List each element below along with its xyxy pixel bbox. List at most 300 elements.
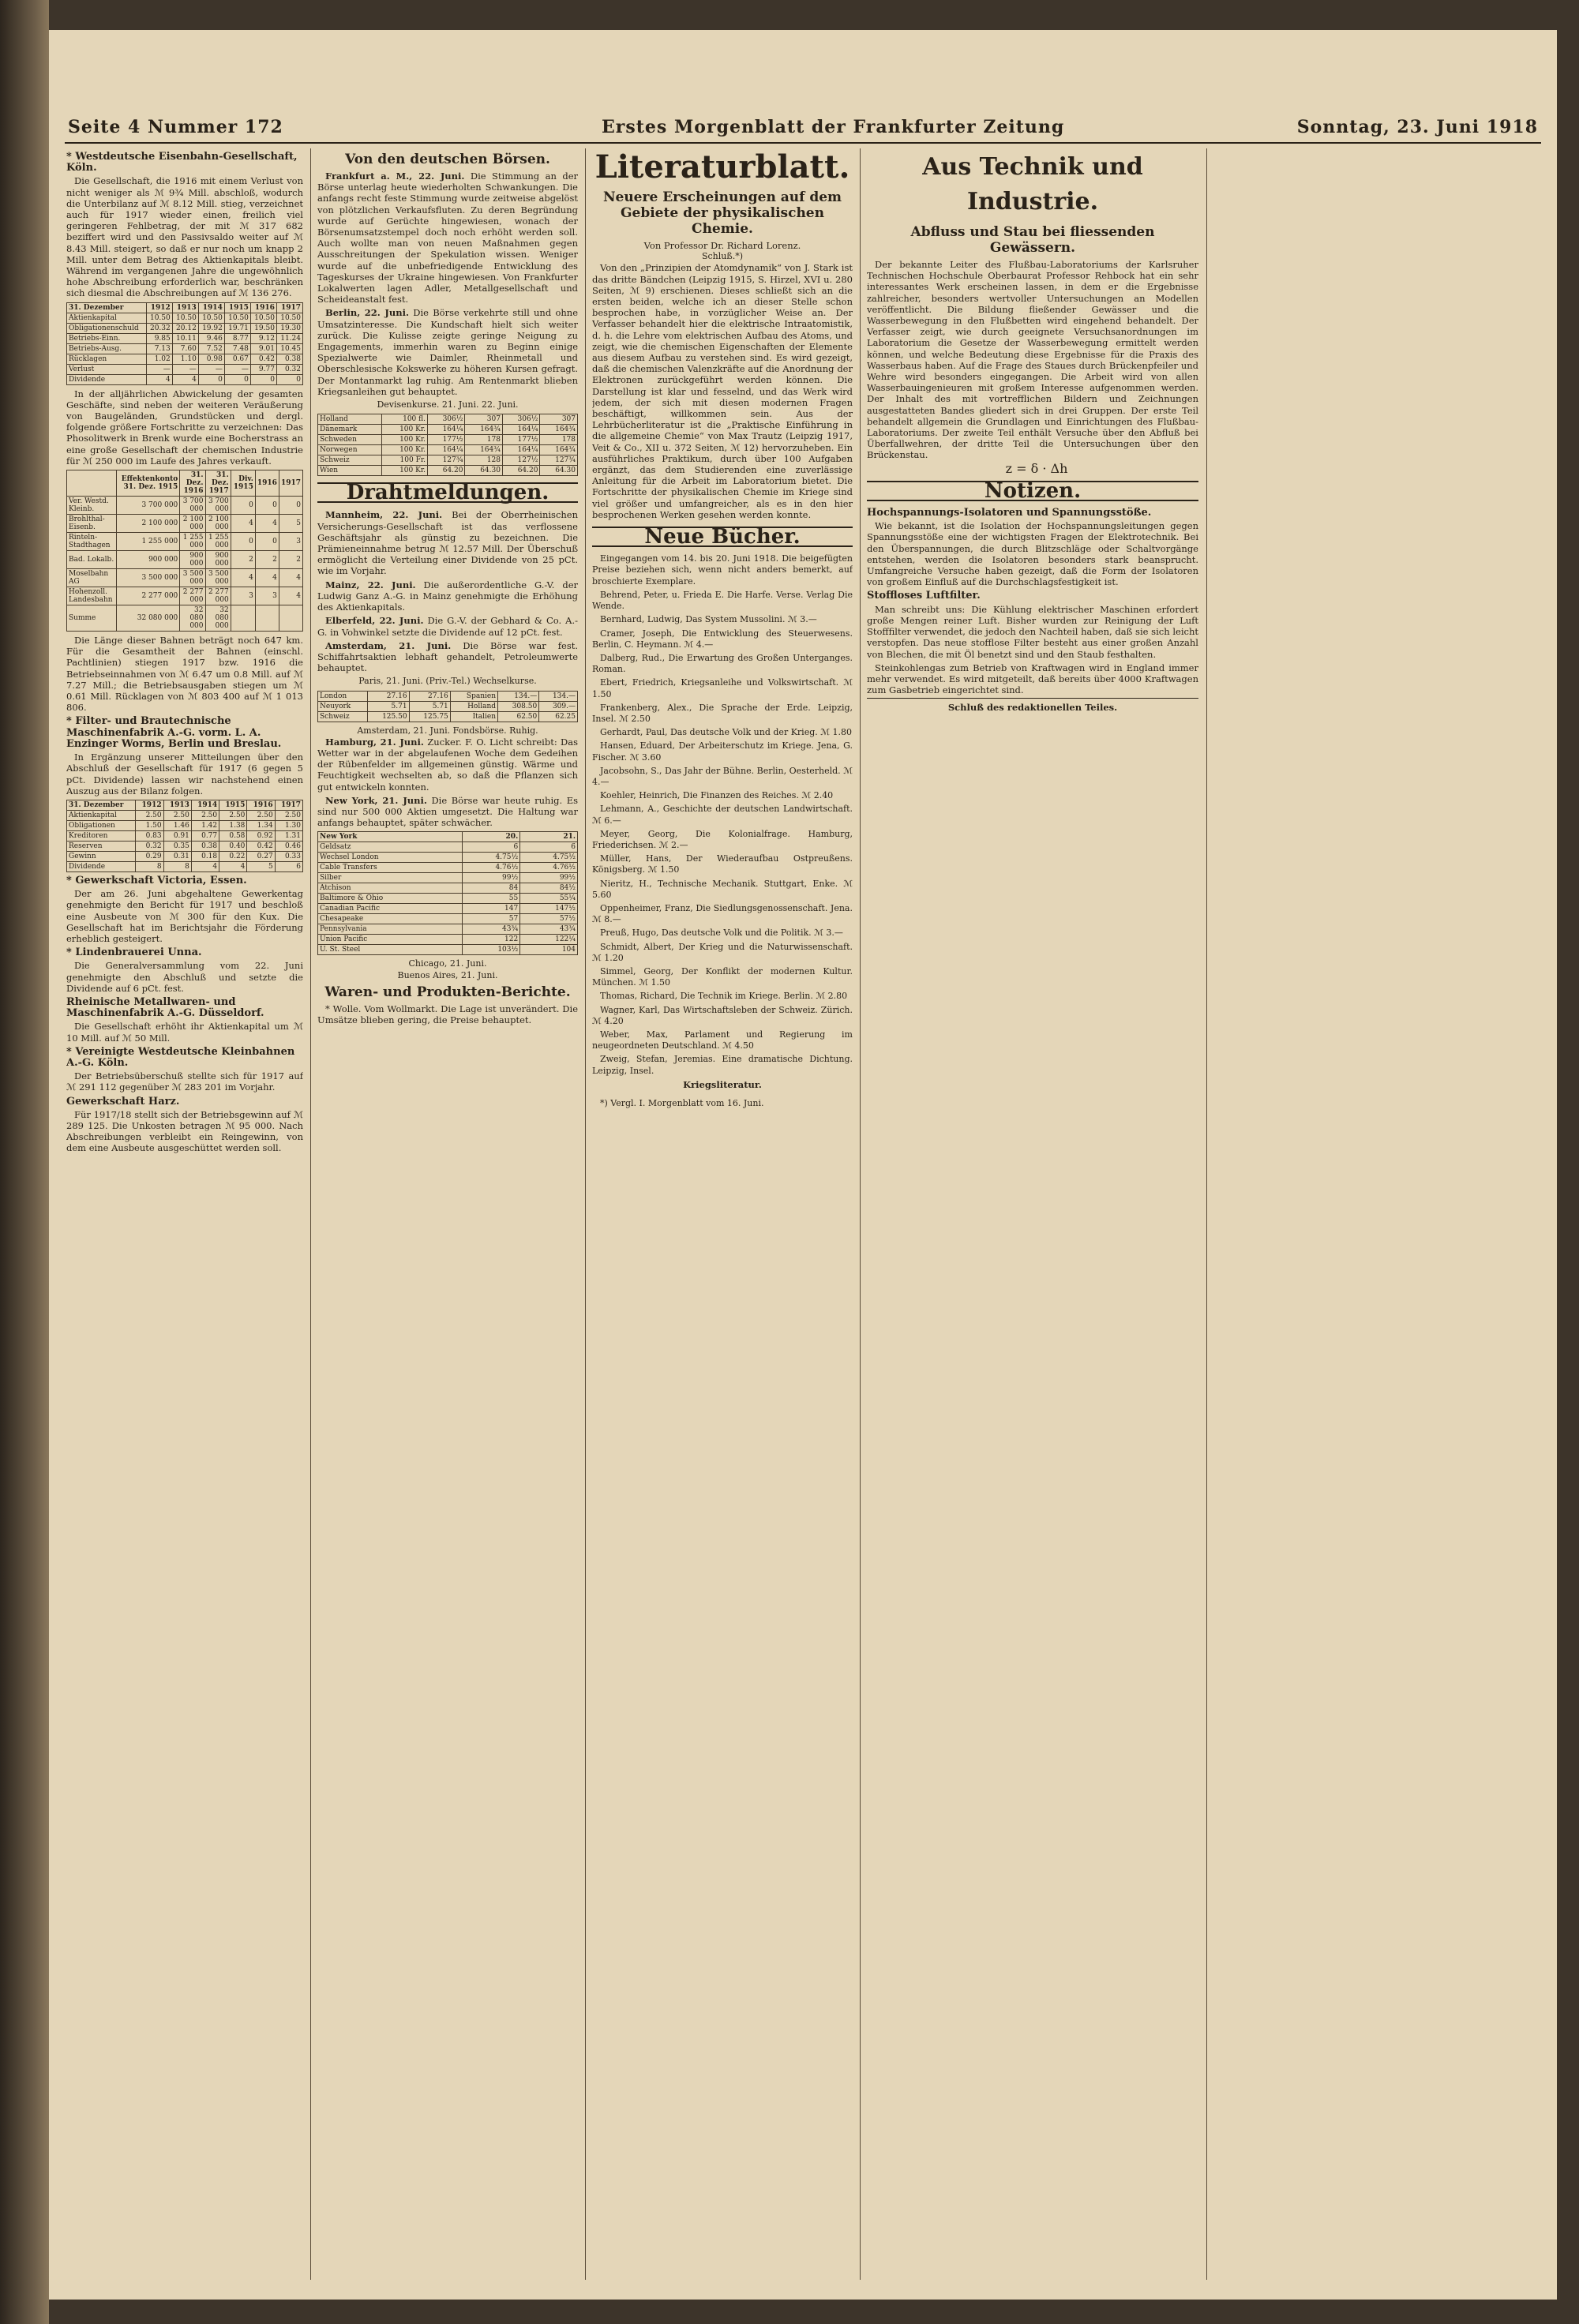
table-cell: 5.71 (409, 701, 450, 711)
table-cell: 0 (276, 374, 302, 384)
table-cell: 7.60 (172, 343, 198, 354)
table-cell: 27.16 (368, 691, 409, 701)
table-cell: 6 (520, 842, 578, 853)
table-cell: 3 500 000 (117, 569, 180, 587)
table-cell: 0.22 (219, 851, 247, 861)
table-cell: 2 277 000 (180, 587, 205, 605)
table-cell: 62.50 (498, 711, 539, 722)
table-row (67, 587, 303, 605)
table-cell: 0 (250, 374, 276, 384)
table-cell: 1.34 (247, 820, 275, 830)
table-cell: Moselbahn AG (67, 569, 117, 587)
table-cell: 2.50 (247, 810, 275, 820)
article-body: Die Börse war fest. Schiffahrtsaktien lebhaft gehandelt, Petroleumwerte behauptet. (317, 639, 578, 674)
table-cell: 1.38 (219, 820, 247, 830)
table-cell: Ver. Westd. Kleinb. (67, 497, 117, 515)
table-cell: Hohenzoll. Landesbahn (67, 587, 117, 605)
table-cell: Brohlthal-Eisenb. (67, 515, 117, 533)
table-cell: 308.50 (498, 701, 539, 711)
article-text: Steinkohlengas zum Betrieb von Kraftwagen wird in England immer mehr verwendet. Es wird mitgeteilt, daß bereits über 4000 Kraftwagen zum Gasbetrieb eingerichtet sind. (867, 662, 1198, 696)
table-cell: 64.20 (502, 466, 539, 476)
column-stock-exchange (317, 148, 578, 2280)
table-header-cell: 20. (463, 832, 520, 842)
table-cell: Chesapeake (318, 914, 463, 924)
table-cell: 164¾ (465, 425, 502, 435)
table-cell: 84 (463, 883, 520, 894)
table-cell: 7.48 (224, 343, 250, 354)
table-cell: Dividende (67, 861, 136, 872)
article-title: Hochspannungs-Isolatoren und Spannungsstöße. (867, 507, 1152, 519)
table-cell: Italien (450, 711, 497, 722)
book-entry: Behrend, Peter, u. Frieda E. Die Harfe. Verse. Verlag Die Wende. (592, 589, 853, 612)
table-cell: Holland (318, 414, 382, 425)
table-cell: Rücklagen (67, 354, 147, 364)
table-cell: 177½ (428, 435, 465, 445)
table-cell: Neuyork (318, 701, 368, 711)
table-cell: 103½ (463, 945, 520, 955)
book-entry: Preuß, Hugo, Das deutsche Volk und die Politik. ℳ 3.— (600, 928, 843, 939)
table-header-cell: 1917 (279, 470, 302, 497)
table-cell: 0.38 (276, 354, 302, 364)
table-cell: 57½ (520, 914, 578, 924)
table-row (318, 455, 578, 466)
table-header-cell: 1916 (250, 302, 276, 313)
table-cell: 7.13 (146, 343, 172, 354)
table-cell: 19.92 (198, 323, 224, 333)
table-cell: Dänemark (318, 425, 382, 435)
book-entry: Dalberg, Rud., Die Erwartung des Großen Unterganges. Roman. (592, 652, 853, 675)
dateline: New York, 21. Juni. (325, 794, 427, 806)
table-row (67, 605, 303, 632)
article-text: Wie bekannt, ist die Isolation der Hochspannungsleitungen gegen Spannungsstöße eine der wichtigsten Fragen der Elektrotechnik. Bei den Überspannungen, die durch Blitzschläge oder Schaltvorgänge entstehen, werden die Isolatoren besonders stark beansprucht. Umfangreiche Versuche haben gezeigt, daß die Form der Isolatoren von großem Einfluß auf die Durchschlagsfestigkeit ist. (867, 520, 1198, 588)
table-cell: 306½ (428, 414, 465, 425)
header-newspaper-title: Erstes Morgenblatt der Frankfurter Zeitung (602, 117, 1065, 137)
table-row (67, 333, 303, 343)
book-entry: Schmidt, Albert, Der Krieg und die Naturwissenschaft. ℳ 1.20 (592, 941, 853, 963)
table-cell (255, 605, 279, 632)
table-cell: 1.10 (172, 354, 198, 364)
table-cell: Obligationen (67, 820, 136, 830)
table-cell: 4.76½ (520, 863, 578, 873)
table-header-cell: 31. Dez. 1916 (180, 470, 205, 497)
table-row (318, 445, 578, 455)
table-row (67, 841, 303, 851)
article-body: Die Börse war heute ruhig. Es sind nur 500 000 Aktien umgesetzt. Die Haltung war anfangs behauptet, später schwächer. (317, 794, 578, 829)
table-cell: 307 (465, 414, 502, 425)
table-cell: Bad. Lokalb. (67, 551, 117, 569)
table-row (318, 711, 578, 722)
book-entry: Hansen, Eduard, Der Arbeiterschutz im Kriege. Jena, G. Fischer. ℳ 3.60 (592, 740, 853, 763)
table-cell: 4 (255, 569, 279, 587)
table-cell: 10.50 (224, 313, 250, 323)
table-cell: — (172, 364, 198, 374)
column-rule (585, 148, 586, 2280)
table-cell: Aktienkapital (67, 810, 136, 820)
article-title: * Westdeutsche Eisenbahn-Gesellschaft, Köln. (66, 151, 298, 174)
table-row (67, 374, 303, 384)
table-cell: 122¼ (520, 935, 578, 945)
table-cell: 32 080 000 (117, 605, 180, 632)
column-literature (592, 148, 853, 2280)
table-cell: 2 100 000 (117, 515, 180, 533)
book-entry: Nieritz, H., Technische Mechanik. Stuttgart, Enke. ℳ 5.60 (592, 878, 853, 900)
table-cell: Betriebs-Ausg. (67, 343, 147, 354)
table-cell: 134.— (498, 691, 539, 701)
table-cell: 164¾ (540, 445, 578, 455)
table-cell: 6 (463, 842, 520, 853)
table-cell: 4 (191, 861, 219, 872)
table-cell: 10.45 (276, 343, 302, 354)
article-body: Die außerordentliche G.-V. der Ludwig Ganz A.-G. in Mainz genehmigte die Erhöhung des Aktienkapitals. (317, 579, 578, 613)
article-title: Stoffloses Luftfilter. (867, 590, 981, 602)
table-cell: 100 Kr. (381, 425, 427, 435)
table-cell: 0.92 (247, 830, 275, 841)
exchange-rates-table (317, 414, 578, 476)
table-cell: 0.98 (198, 354, 224, 364)
table-cell: 10.50 (276, 313, 302, 323)
column-technology (867, 148, 1198, 2280)
article-text: Die Länge dieser Bahnen beträgt noch 647 km. Für die Gesamtheit der Bahnen (einschl. Pachtlinien) stiegen 1917 bzw. 1916 die Betriebseinnahmen von ℳ 6.47 um 0.8 Mill. auf ℳ 7.27 Mill.; die Betriebsausgaben stiegen um ℳ 0.61 Mill. Rücklagen von ℳ 803 400 auf ℳ 1 013 806. (66, 635, 303, 714)
table-cell: 0 (231, 497, 255, 515)
article-text (317, 307, 578, 397)
column-rule (860, 148, 861, 2280)
table-cell: 10.50 (146, 313, 172, 323)
table-cell: 127¾ (540, 455, 578, 466)
table-cell: 2.50 (219, 810, 247, 820)
table-cell: 2 (231, 551, 255, 569)
article-text (317, 171, 578, 305)
table-cell: 9.77 (250, 364, 276, 374)
table-row (67, 861, 303, 872)
table-cell: 5 (279, 515, 302, 533)
article-text: Der bekannte Leiter des Flußbau-Laboratoriums der Karlsruher Technischen Hochschule Oberbaurat Professor Rehbock hat ein sehr interessantes Werk erscheinen lassen, in dem er die Ergebnisse zahlreicher, besonders wertvoller Untersuchungen an Modellen veröffentlicht. Die Bildung fließender Gewässer und die Wasserbewegung in den Flußbetten wird eingehend behandelt. Der Verfasser zeigt, wie durch geeignete Versuchsanordnungen im Laboratorium die Gesetze der Wasserbewegung ermittelt werden können, und welche Bedeutung diese Ergebnisse für die Praxis des Wasserbaus haben. Auf die Frage des Staues durch Brückenpfeiler und Wehre wird besonders eingegangen. Die Arbeit wird von allen Wasserbauingenieuren mit großem Interesse aufgenommen werden. Der Inhalt des mit vortrefflichen Bildern und Zeichnungen ausgestatteten Bandes gliedert sich in drei Gruppen. Der erste Teil behandelt allgemein die Grundlagen und Einrichtungen des Flußbau-Laboratoriums. Der zweite Teil enthält Versuche über den Abfluß bei Überfallwehren, der dritte Teil die Untersuchungen über den Brückenstau. (867, 259, 1198, 461)
table-cell: 1.02 (146, 354, 172, 364)
table-header-cell: 31. Dezember (67, 800, 136, 810)
table-header-cell: 1916 (247, 800, 275, 810)
table-cell: 0.18 (191, 851, 219, 861)
table-cell: 306½ (502, 414, 539, 425)
table-cell: 0.35 (163, 841, 191, 851)
balance-table (66, 800, 303, 872)
table-header-cell: 1912 (146, 302, 172, 313)
article-title: Abfluss und Stau bei fliessenden Gewässern. (910, 224, 1155, 256)
table-header-cell: Effektenkonto 31. Dez. 1915 (117, 470, 180, 497)
table-cell: 57 (463, 914, 520, 924)
table-cell: 0 (198, 374, 224, 384)
table-cell: 307 (540, 414, 578, 425)
table-caption: Devisenkurse. 21. Juni. 22. Juni. (377, 399, 519, 410)
table-cell: Reserven (67, 841, 136, 851)
table-cell: 3 700 000 (205, 497, 231, 515)
table-cell (231, 605, 255, 632)
table-cell: 164¾ (465, 445, 502, 455)
table-cell: 4 (219, 861, 247, 872)
article-text (317, 615, 578, 637)
table-cell: Betriebs-Einn. (67, 333, 147, 343)
dateline: Berlin, 22. Juni. (325, 307, 409, 319)
article-text: Für 1917/18 stellt sich der Betriebsgewinn auf ℳ 289 125. Die Unkosten betragen ℳ 95 000. Nach Abschreibungen verbleibt ein Reingewinn, von dem eine Ausbeute ausgeschüttet werden soll. (66, 1108, 303, 1154)
article-text: Man schreibt uns: Die Kühlung elektrischer Maschinen erfordert große Mengen reiner Luft. Bisher wurden zur Reinigung der Luft Stofffilter verwendet, die jedoch den Nachteil haben, daß sie sich leicht verstopfen. Das neue stofflose Filter besteht aus einer großen Anzahl von Blechen, die mit Öl benetzt sind und den Staub festhalten. (867, 603, 1198, 660)
table-cell: 3 (231, 587, 255, 605)
table-cell: 309.— (539, 701, 578, 711)
table-cell: 0.42 (247, 841, 275, 851)
table-header-cell: 1915 (224, 302, 250, 313)
table-cell: 122 (463, 935, 520, 945)
books-intro: Eingegangen vom 14. bis 20. Juni 1918. Die beigefügten Preise beziehen sich, wenn nicht anders bemerkt, auf broschierte Exemplare. (592, 553, 853, 587)
table-cell: Holland (450, 701, 497, 711)
table-cell: 3 700 000 (117, 497, 180, 515)
table-cell: 900 000 (117, 551, 180, 569)
table-cell: 1 255 000 (205, 533, 231, 551)
table-cell: 11.24 (276, 333, 302, 343)
table-cell: 128 (465, 455, 502, 466)
table-cell: 147 (463, 904, 520, 914)
table-cell: 99½ (520, 873, 578, 883)
table-cell: 20.32 (146, 323, 172, 333)
table-cell: 4.76½ (463, 863, 520, 873)
table-row (318, 873, 578, 883)
table-cell: — (198, 364, 224, 374)
book-entry: Simmel, Georg, Der Konflikt der modernen Kultur. München. ℳ 1.50 (592, 965, 853, 988)
section-title: Waren- und Produkten-Berichte. (324, 984, 571, 1000)
table-cell: Aktienkapital (67, 313, 147, 323)
table-cell: 164¼ (502, 425, 539, 435)
subsection-title: Kriegsliteratur. (683, 1078, 762, 1090)
balance-table (66, 302, 303, 385)
table-cell: Norwegen (318, 445, 382, 455)
article-text: In der alljährlichen Abwickelung der gesamten Geschäfte, sind neben der weiteren Veräußerung von Baugeländen, Grundstücken und dergl. folgende größere Fortschritte zu verzeichnen: Das Phosolitwerk in Brenk wurde eine Bocherstrass an eine große Gesellschaft der chemischen Industrie für ℳ 250 000 im Laufe des Jahres verkauft. (66, 388, 303, 467)
article-text: Die Generalversammlung vom 22. Juni genehmigte den Abschluß und setzte die Dividende auf 6 pCt. fest. (66, 960, 303, 994)
table-header-cell: 1917 (275, 800, 302, 810)
table-cell: 3 500 000 (180, 569, 205, 587)
table-row (318, 924, 578, 935)
table-cell: 27.16 (409, 691, 450, 701)
table-row (67, 364, 303, 374)
table-cell: 4 (172, 374, 198, 384)
paris-rates-table (317, 691, 578, 722)
article-author: Von Professor Dr. Richard Lorenz. (643, 240, 801, 251)
table-cell: 164¼ (428, 445, 465, 455)
table-cell: 43¾ (463, 924, 520, 935)
table-header-cell: New York (318, 832, 463, 842)
book-entry: Lehmann, A., Geschichte der deutschen Landwirtschaft. ℳ 6.— (592, 804, 853, 826)
table-cell: 32 080 000 (205, 605, 231, 632)
table-cell: 64.30 (465, 466, 502, 476)
table-cell: 4.75½ (520, 853, 578, 863)
table-cell: 0.42 (250, 354, 276, 364)
table-cell: 125.50 (368, 711, 409, 722)
article-title: Gewerkschaft Harz. (66, 1095, 180, 1108)
table-cell: 900 000 (205, 551, 231, 569)
table-cell: Wien (318, 466, 382, 476)
article-text: Der am 26. Juni abgehaltene Gewerkentag genehmigte den Bericht für 1917 und beschloß eine Ausbeute von ℳ 300 für den Kux. Die Gesellschaft hat im Berichtsjahr die Förderung erheblich gesteigert. (66, 888, 303, 944)
table-cell: 0.40 (219, 841, 247, 851)
table-cell: 0.91 (163, 830, 191, 841)
table-cell: 64.20 (428, 466, 465, 476)
table-row (318, 701, 578, 711)
table-cell: 2.50 (163, 810, 191, 820)
table-cell: 100 Kr. (381, 445, 427, 455)
article-body: Die Stimmung an der Börse unterlag heute wiederholten Schwankungen. Die anfangs recht feste Stimmung wurde zeitweise abgelöst von plötzlichen Verkaufsfluten. Zu deren Begründung wurde auf Gerüchte hingewiesen, wonach der Börsenumsatzstempel doch noch erhöht werden soll. Auch wollte man von neuen Maßnahmen gegen Ausschreitungen der Spekulation wissen. Weniger wurde auf die unbefriedigende Entwicklung des Tageskurses der Ukraine hingewiesen. Von Frankfurter Lokalwerten lagen Adler, Metallgesellschaft und Scheideanstalt fest. (317, 171, 578, 305)
table-row (318, 853, 578, 863)
table-cell: 19.50 (250, 323, 276, 333)
table-row (67, 830, 303, 841)
table-cell: 1.46 (163, 820, 191, 830)
book-entry: Weber, Max, Parlament und Regierung im neugeordneten Deutschland. ℳ 4.50 (592, 1029, 853, 1051)
table-header-cell: 21. (520, 832, 578, 842)
article-text: Die Gesellschaft, die 1916 mit einem Verlust von nicht weniger als ℳ 9¾ Mill. abschloß, wodurch die Unterbilanz auf ℳ 8.12 Mill. stieg, verzeichnet auch für 1917 wieder einen, freilich viel geringeren Fehlbetrag, der mit ℳ 317 682 beziffert wird und den Passivsaldo weiter auf ℳ 8.43 Mill. steigert, so daß er nur noch um knapp 2 Mill. unter dem Betrag des Aktienkapitals bleibt. Während im vergangenen Jahre die ungewöhnlich hohe Abschreibung erforderlich war, beschränken sich diesmal die Abschreibungen auf ℳ 136 276. (66, 175, 303, 299)
table-cell: 2 100 000 (205, 515, 231, 533)
table-cell: 125.75 (409, 711, 450, 722)
table-row (67, 569, 303, 587)
table-cell: Baltimore & Ohio (318, 894, 463, 904)
table-cell: 0 (279, 497, 302, 515)
article-text: In Ergänzung unserer Mitteilungen über den Abschluß der Gesellschaft für 1917 (6 gegen 5 pCt. Dividende) lassen wir nachstehend einen Auszug aus der Bilanz folgen. (66, 752, 303, 797)
table-cell: 0.38 (191, 841, 219, 851)
table-cell: 2.50 (275, 810, 302, 820)
table-row (67, 515, 303, 533)
formula: z = δ · Δh (1005, 460, 1068, 476)
holdings-table (66, 470, 303, 632)
table-cell: 1.31 (275, 830, 302, 841)
table-cell: 0.77 (191, 830, 219, 841)
table-cell: 164¼ (428, 425, 465, 435)
table-row (67, 313, 303, 323)
table-header-cell: 1913 (172, 302, 198, 313)
table-cell: Geldsatz (318, 842, 463, 853)
book-entry: Koehler, Heinrich, Die Finanzen des Reiches. ℳ 2.40 (600, 790, 834, 801)
table-cell: 127½ (502, 455, 539, 466)
table-cell: — (224, 364, 250, 374)
end-of-editorial: Schluß des redaktionellen Teiles. (867, 698, 1198, 713)
table-row (318, 914, 578, 924)
table-row (67, 551, 303, 569)
table-header-cell: 1913 (163, 800, 191, 810)
article-title: * Filter- und Brautechnische Maschinenfabrik A.-G. vorm. L. A. Enzinger Worms, Berlin und Breslau. (66, 715, 282, 750)
table-cell: London (318, 691, 368, 701)
table-row (318, 435, 578, 445)
table-row (318, 883, 578, 894)
table-header-cell: 1914 (198, 302, 224, 313)
table-cell: 1.42 (191, 820, 219, 830)
table-cell: Dividende (67, 374, 147, 384)
table-cell: 0.32 (276, 364, 302, 374)
dateline: Amsterdam, 21. Juni. (325, 639, 452, 651)
table-row (67, 820, 303, 830)
table-cell: 0 (255, 497, 279, 515)
table-cell: 0.27 (247, 851, 275, 861)
dateline: Frankfurt a. M., 22. Juni. (325, 171, 465, 182)
table-cell: 10.50 (250, 313, 276, 323)
table-cell: 2 100 000 (180, 515, 205, 533)
table-cell (279, 605, 302, 632)
table-cell: 4 (279, 587, 302, 605)
column-finance-left (66, 148, 303, 2280)
table-cell: 1.50 (136, 820, 163, 830)
article-text (317, 579, 578, 613)
table-cell: 19.71 (224, 323, 250, 333)
table-row (318, 863, 578, 873)
table-cell: U. St. Steel (318, 945, 463, 955)
table-header-cell: Div. 1915 (231, 470, 255, 497)
table-cell: Verlust (67, 364, 147, 374)
book-entry: Ebert, Friedrich, Kriegsanleihe und Volkswirtschaft. ℳ 1.50 (592, 677, 853, 699)
table-cell: Atchison (318, 883, 463, 894)
table-cell: 0.83 (136, 830, 163, 841)
table-cell: 5.71 (368, 701, 409, 711)
book-entry: Jacobsohn, S., Das Jahr der Bühne. Berlin, Oesterheld. ℳ 4.— (592, 765, 853, 787)
table-row (318, 842, 578, 853)
table-row (67, 810, 303, 820)
book-entry: Thomas, Richard, Die Technik im Kriege. Berlin. ℳ 2.80 (600, 991, 848, 1002)
table-row (318, 894, 578, 904)
table-cell: 10.11 (172, 333, 198, 343)
table-row (67, 323, 303, 333)
table-cell: 5 (247, 861, 275, 872)
table-header-cell: 1917 (276, 302, 302, 313)
table-cell: 2 (255, 551, 279, 569)
table-row (318, 466, 578, 476)
table-row (318, 414, 578, 425)
table-cell: 0.46 (275, 841, 302, 851)
article-text (317, 640, 578, 674)
article-body: Die G.-V. der Gebhard & Co. A.-G. in Vohwinkel setzte die Dividende auf 12 pCt. fest. (317, 615, 578, 638)
table-caption: Buenos Aires, 21. Juni. (397, 969, 498, 980)
table-header-cell: 31. Dezember (67, 302, 147, 313)
table-cell: Schweiz (318, 455, 382, 466)
section-title: Aus Technik und Industrie. (922, 153, 1143, 216)
section-title: Literaturblatt. (594, 148, 850, 186)
table-header-cell: 31. Dez. 1917 (205, 470, 231, 497)
table-cell: 4 (255, 515, 279, 533)
table-cell: 0 (231, 533, 255, 551)
table-cell: 9.46 (198, 333, 224, 343)
article-text (317, 795, 578, 829)
table-cell: 100 Kr. (381, 435, 427, 445)
table-cell: Summe (67, 605, 117, 632)
table-caption: Chicago, 21. Juni. (408, 958, 487, 969)
table-cell: 2 277 000 (205, 587, 231, 605)
column-rule (1206, 148, 1207, 2280)
article-body: Bei der Oberrheinischen Versicherungs-Gesellschaft ist das verflossene Geschäftsjahr als günstig zu bezeichnen. Die Prämieneinnahme betrug ℳ 12.57 Mill. Der Überschuß ermöglicht die Verteilung einer Dividende von 25 pCt. wie im Vorjahr. (317, 509, 578, 577)
table-cell: 0.33 (275, 851, 302, 861)
table-caption: Amsterdam, 21. Juni. Fondsbörse. Ruhig. (357, 725, 538, 736)
table-header-cell: 1916 (255, 470, 279, 497)
table-cell: 3 700 000 (180, 497, 205, 515)
article-text: Der Betriebsüberschuß stellte sich für 1917 auf ℳ 291 112 gegenüber ℳ 283 201 im Vorjahr. (66, 1070, 303, 1093)
article-text: Die Gesellschaft erhöht ihr Aktienkapital um ℳ 10 Mill. auf ℳ 50 Mill. (66, 1021, 303, 1044)
article-title: * Gewerkschaft Victoria, Essen. (66, 874, 247, 886)
table-row (67, 497, 303, 515)
table-cell: 164¼ (502, 445, 539, 455)
article-title: Rheinische Metallwaren- und Maschinenfabrik A.-G. Düsseldorf. (66, 995, 264, 1020)
table-cell: Schweiz (318, 711, 368, 722)
header-date: Sonntag, 23. Juni 1918 (1296, 117, 1538, 137)
book-entry: Bernhard, Ludwig, Das System Mussolini. ℳ 3.— (600, 614, 817, 625)
table-row (318, 935, 578, 945)
dateline: Elberfeld, 22. Juni. (325, 615, 424, 627)
table-cell: 100 fl. (381, 414, 427, 425)
column-rule (310, 148, 311, 2280)
table-cell: 9.85 (146, 333, 172, 343)
table-cell: 1 255 000 (180, 533, 205, 551)
table-cell: 8.77 (224, 333, 250, 343)
table-cell: 43¾ (520, 924, 578, 935)
book-entry: Gerhardt, Paul, Das deutsche Volk und der Krieg. ℳ 1.80 (600, 727, 852, 738)
article-title: * Lindenbrauerei Unna. (66, 946, 202, 959)
table-row (67, 533, 303, 551)
table-cell: 178 (465, 435, 502, 445)
